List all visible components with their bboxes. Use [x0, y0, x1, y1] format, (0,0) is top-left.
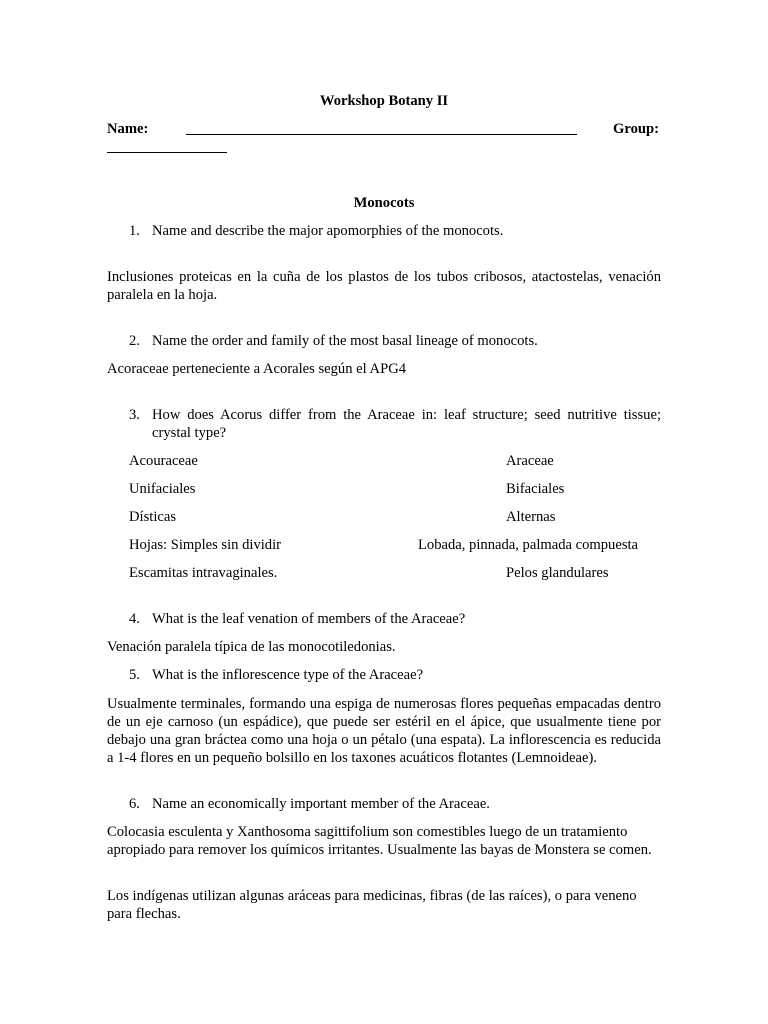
- name-blank-line[interactable]: [186, 120, 577, 135]
- answer-5: Usualmente terminales, formando una espiga de numerosas flores pequeñas empacadas dentro de un eje carnoso (un espádice), que puede ser estéril en el ápice, que usualmente tiene por debajo una gran bráctea como una hoja o un pétalo (una espata). La inflorescencia es reducida a 1-4 flores en un pequeño bolsillo en los taxones acuáticos flotantes (Lemnoideae).: [107, 696, 661, 766]
- comparison-row: [107, 536, 661, 554]
- section-title: Monocots: [353, 195, 415, 211]
- question-number: 4.: [129, 611, 140, 627]
- question-text: Name and describe the major apomorphies of the monocots.: [152, 223, 504, 239]
- comparison-right: Araceae: [506, 453, 554, 469]
- group-label: Group:: [613, 121, 659, 137]
- question-5: [129, 666, 661, 684]
- comparison-left: Unifaciales: [129, 481, 196, 497]
- question-text: What is the inflorescence type of the Araceae?: [152, 667, 424, 683]
- group-blank-line[interactable]: [107, 138, 227, 153]
- question-4: [129, 610, 661, 628]
- comparison-left: Escamitas intravaginales.: [129, 565, 278, 581]
- comparison-left: Dísticas: [129, 509, 177, 525]
- question-text: Name an economically important member of the Araceae.: [152, 796, 490, 812]
- question-text: What is the leaf venation of members of the Araceae?: [152, 611, 466, 627]
- question-number: 5.: [129, 667, 140, 683]
- comparison-row: [107, 508, 661, 526]
- comparison-right: Bifaciales: [506, 481, 565, 497]
- comparison-right: Lobada, pinnada, palmada compuesta: [418, 537, 639, 553]
- question-number: 1.: [129, 223, 140, 239]
- question-6: [129, 795, 661, 813]
- question-number: 6.: [129, 796, 140, 812]
- comparison-right: Pelos glandulares: [506, 565, 609, 581]
- answer-2: Acoraceae perteneciente a Acorales según el APG4: [107, 361, 407, 377]
- answer-6-extra: Los indígenas utilizan algunas aráceas para medicinas, fibras (de las raíces), o para veneno para flechas.: [107, 888, 637, 922]
- question-text: Name the order and family of the most basal lineage of monocots.: [152, 333, 538, 349]
- answer-4: Venación paralela típica de las monocotiledonias.: [107, 639, 396, 655]
- question-1: [129, 222, 661, 240]
- answer-6: Colocasia esculenta y Xanthosoma sagittifolium son comestibles luego de un tratamiento apropiado para remover los químicos irritantes. Usualmente las bayas de Monstera se comen.: [107, 824, 652, 858]
- document-page: [107, 0, 661, 1024]
- comparison-left: Hojas: Simples sin dividir: [129, 537, 282, 553]
- answer-1: Inclusiones proteicas en la cuña de los plastos de los tubos cribosos, atactostelas, venación paralela en la hoja.: [107, 269, 661, 303]
- comparison-row: [107, 480, 661, 498]
- name-label: Name:: [107, 121, 149, 137]
- comparison-right: Alternas: [506, 509, 556, 525]
- question-2: [129, 332, 661, 350]
- document-title: Workshop Botany II: [319, 93, 449, 109]
- comparison-row: [107, 564, 661, 582]
- comparison-left: Acouraceae: [129, 453, 198, 469]
- question-number: 3.: [129, 407, 140, 423]
- question-text: How does Acorus differ from the Araceae in: leaf structure; seed nutritive tissue; crystal type?: [152, 407, 661, 441]
- comparison-row: [107, 452, 661, 470]
- question-number: 2.: [129, 333, 140, 349]
- question-3: [129, 406, 661, 442]
